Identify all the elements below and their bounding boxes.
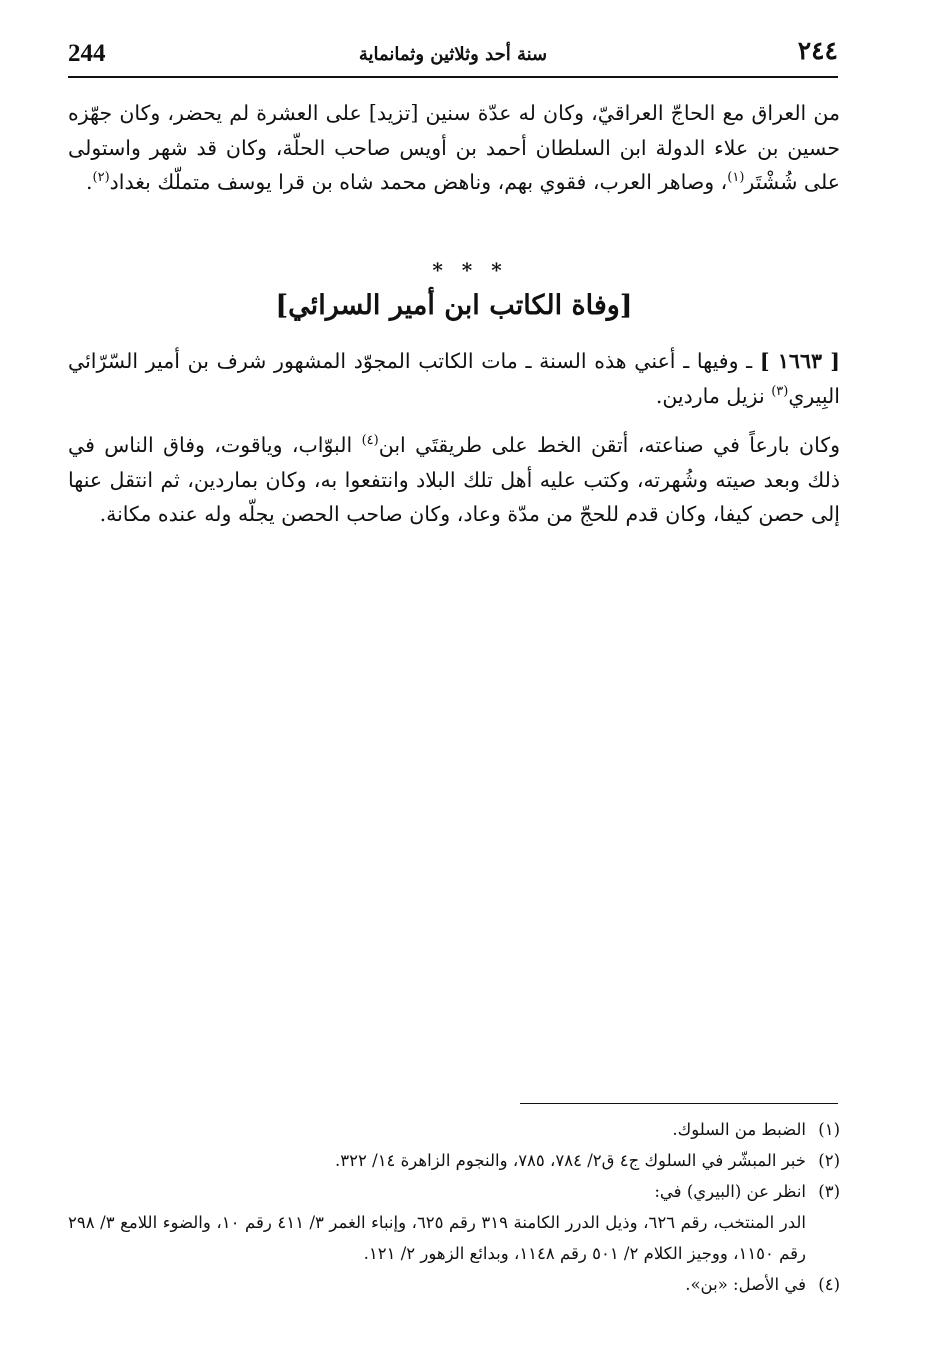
- footnote-ref-2: (٢): [92, 170, 110, 186]
- paragraph-text: من العراق مع الحاجّ العراقيّ، وكان له عدّة سنين [تزيد] على العشرة لم يحضر، وكان جهّزه حسين بن علاء الدولة ابن السلطان أحمد بن أويس صاحب الحلّة، وكان قد شهر واستولى على شُشْتَر: [68, 101, 840, 194]
- footnote-item: [68, 1145, 840, 1176]
- footnote-text: في الأصل: «بن».: [685, 1275, 806, 1294]
- paragraph-text: وكان بارعاً في صناعته، أتقن الخط على طريقتَي ابن: [378, 433, 840, 457]
- page-number-arabic: ٢٤٤: [797, 36, 838, 65]
- paragraph-text: .: [85, 170, 93, 194]
- footnote-text: انظر عن (البيري) في:: [654, 1182, 806, 1201]
- paragraph-text: البوّاب، وياقوت، وفاق الناس في ذلك وبعد صيته وشُهرته، وكتب عليه أهل تلك البلاد وانتفعوا به، وكان بماردين، ثم انتقل عنها إلى حصن كيفا، وكان قدم للحجّ من مدّة وعاد، وكان صاحب الحصن يجلّه وله عنده مكانة.: [68, 433, 840, 526]
- biography-paragraph: [68, 428, 840, 532]
- page-number-latin: 244: [68, 40, 106, 67]
- footnote-item: [68, 1269, 840, 1300]
- footnote-ref-4: (٤): [361, 433, 379, 449]
- entry-number: [ ١٦٦٣ ]: [759, 349, 840, 373]
- entry-paragraph: [68, 344, 840, 413]
- footnote-divider: [520, 1103, 838, 1104]
- footnotes: [68, 1114, 840, 1300]
- footnote-marker: (١): [818, 1120, 840, 1139]
- paragraph-continuation: [68, 96, 840, 200]
- section-separator: * * *: [432, 258, 508, 282]
- paragraph-text: نزيل ماردين.: [655, 383, 772, 408]
- paragraph-text: ـ وفيها ـ أعني هذه السنة ـ مات الكاتب المجوّد المشهور شرف بن أمير السّرّائي البِيري: [68, 349, 840, 408]
- footnote-ref-1: (١): [727, 170, 745, 186]
- footnote-item: [68, 1114, 840, 1145]
- footnote-marker: (٢): [818, 1151, 840, 1170]
- footnote-marker: (٣): [818, 1182, 840, 1201]
- section-title: [وفاة الكاتب ابن أمير السرائي]: [275, 290, 633, 321]
- footnote-ref-3: (٣): [771, 383, 789, 399]
- footnote-marker: (٤): [818, 1275, 840, 1294]
- footnote-text: خبر المبشّر في السلوك ج٤ ق٢/ ٧٨٤، ٧٨٥، والنجوم الزاهرة ١٤/ ٣٢٢.: [335, 1151, 806, 1170]
- page-header: [68, 36, 838, 78]
- running-title: سنة أحد وثلاثين وثمانماية: [358, 44, 548, 65]
- paragraph-text: ، وصاهر العرب، فقوي بهم، وناهض محمد شاه بن قرا يوسف متملّك بغداد: [109, 170, 728, 194]
- footnote-text: الضبط من السلوك.: [672, 1120, 806, 1139]
- footnote-item: [68, 1176, 840, 1207]
- footnote-continuation: الدر المنتخب، رقم ٦٢٦، وذيل الدرر الكامنة ٣١٩ رقم ٦٢٥، وإنباء الغمر ٣/ ٤١١ رقم ١٠، والضوء اللامع ٣/ ٢٩٨ رقم ١١٥٠، ووجيز الكلام ٢/ ٥٠١ رقم ١١٤٨، وبدائع الزهور ٢/ ١٢١.: [68, 1213, 806, 1263]
